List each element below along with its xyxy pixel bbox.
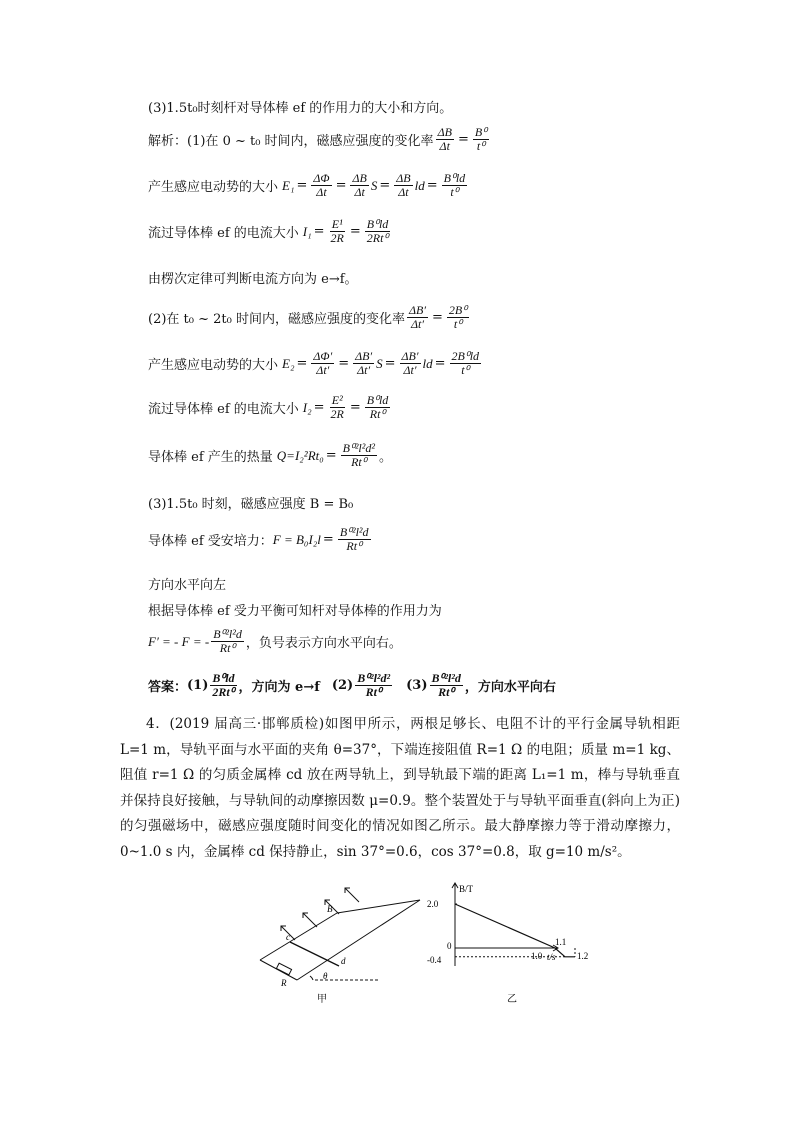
rod-cd [290,942,339,966]
fprime-frac: $\frac{\text{B⁰²l²d}}{\text{Rt⁰}}$ [213,627,242,655]
x-axis-label: t/s [547,952,556,962]
fprime-line: F′ = - F = - $\frac{\text{B⁰²l²d}}{\text{Rt⁰}}$ ，负号表示方向水平向右。 [148,627,402,655]
answer-2-frac: $\frac{\text{B⁰²l²d²}}{\text{Rt⁰}}$ [357,671,391,699]
p2-rate-line: (2)在 t₀ ~ 2t₀ 时间内，磁感应强度的变化率 $\frac{\Delta B'}{\Delta t'}$ = $\frac{\text{2B⁰}}{\text{t⁰}}$ [148,303,468,331]
rail-upper-left [260,913,337,960]
answer-line: 答案： (1) $\frac{\text{B⁰ld}}{\text{2Rt⁰}}$ ，方向为 e→f (2) $\frac{\text{B⁰²l²d²}}{\text{Rt⁰}}$ (3) $\frac{\text{B⁰²l²d}}{\text{Rt⁰}}$ ，方向水平向右 [148,671,556,699]
emf1-line: 产生感应电动势的大小 E₁ = $\frac{\Delta\Phi}{\Delta t}$ = $\frac{\Delta B}{\Delta t}$ S = $\frac{\Delta B}{\Delta t}$ ld = $\frac{\text{B⁰ld}}{\text{t⁰}}$ [148,171,466,199]
i1-frac-2: $\frac{\text{B⁰ld}}{\text{2Rt⁰}}$ [366,217,389,245]
emf1-frac-3: $\frac{\Delta B}{\Delta t}$ [396,171,411,199]
field-arrows [281,888,359,940]
label-c: c [286,932,290,942]
i2-frac-1: $\frac{\text{E²}}{2R}$ [330,393,344,421]
balance-line: 根据导体棒 ef 受力平衡可知杆对导体棒的作用力为 [148,604,442,619]
figure-yi-chart [425,880,589,1005]
i1-line: 流过导体棒 ef 的电流大小 I₁ = $\frac{\text{E¹}}{2R}$ = $\frac{\text{B⁰ld}}{\text{2Rt⁰}}$ [148,217,389,245]
label-theta: θ [323,971,328,981]
tick-label-12: 1.2 [577,951,589,961]
emf2-frac-1: $\frac{\Delta\Phi'}{\Delta t'}$ [313,349,333,377]
force-frac: $\frac{\text{B⁰²l²d}}{\text{Rt⁰}}$ [339,525,369,553]
p3-line: (3)1.5t₀ 时刻，磁感应强度 B = B₀ [148,497,354,512]
tick-label-neg04: -0.4 [427,954,442,965]
heat-line: 导体棒 ef 产生的热量 Q=I₂²Rt₀ = $\frac{\text{B⁰²l²d²}}{\text{Rt⁰}}$ 。 [148,441,392,469]
problem-4-text: 4．(2019 届高三·邯郸质检)如图甲所示，两根足够长、电阻不计的平行金属导轨相距 L=1 m，导轨平面与水平面的夹角 θ=37°，下端连接阻值 R=1 Ω 的电阻；质量 m=1 kg、阻值 r=1 Ω 的匀质金属棒 cd 放在两导轨上，到导轨最下端的距离 L₁=1 m，棒与导轨垂直并保持良好接触，与导轨间的动摩擦因数 μ=0.9。整个装置处于与导轨平面垂直(斜向上为正)的匀强磁场中，磁感应强度随时间变化的情况如图乙所示。最大静摩擦力等于滑动摩擦力，0~1.0 s 内，金属棒 cd 保持静止，sin 37°=0.6，cos 37°=0.8，取 g=10 m/s²。 [120,716,680,860]
caption-yi: 乙 [507,994,517,1005]
emf2-frac-4: $\frac{\text{2B⁰ld}}{\text{t⁰}}$ [451,349,480,377]
label-d: d [341,956,346,966]
heat-frac: $\frac{\text{B⁰²l²d²}}{\text{Rt⁰}}$ [342,441,375,469]
force-line: 导体棒 ef 受安培力： F = B₀I₂l = $\frac{\text{B⁰²l²d}}{\text{Rt⁰}}$ [148,525,369,553]
tick-label-11: 1.1 [555,937,567,947]
emf2-line: 产生感应电动势的大小 E₂ = $\frac{\Delta\Phi'}{\Delta t'}$ = $\frac{\Delta B'}{\Delta t'}$ S = $\frac{\Delta B'}{\Delta t'}$ ld = $\frac{\text{2B⁰ld}}{\text{t⁰}}$ [148,349,480,377]
rail-lower [297,900,420,980]
rate1-frac-a: $\frac{\Delta B}{\Delta t}$ [437,125,452,153]
emf2-frac-2: $\frac{\Delta B'}{\Delta t'}$ [355,349,373,377]
emf1-frac-2: $\frac{\Delta B}{\Delta t}$ [352,171,367,199]
rate2-frac-a: $\frac{\Delta B'}{\Delta t'}$ [408,303,426,331]
force-dir-line: 方向水平向左 [148,578,227,593]
solution-line-1: 解析： (1)在 0 ~ t₀ 时间内，磁感应强度的变化率 $\frac{\Delta B}{\Delta t}$ = $\frac{\text{B⁰}}{\text{t⁰}}$ [148,125,487,153]
rate2-frac-b: $\frac{\text{2B⁰}}{\text{t⁰}}$ [448,303,468,331]
y-axis-label: B/T [459,884,474,894]
answer-1-frac: $\frac{\text{B⁰ld}}{\text{2Rt⁰}}$ [212,671,235,699]
solution-label: 解析： [148,134,188,149]
tick-label-10: 1.0 [531,951,543,961]
i1-frac-1: $\frac{\text{E¹}}{2R}$ [330,217,344,245]
i2-frac-2: $\frac{\text{B⁰ld}}{\text{Rt⁰}}$ [366,393,389,421]
caption-jia: 甲 [317,994,327,1005]
emf1-frac-4: $\frac{\text{B⁰ld}}{\text{t⁰}}$ [443,171,466,199]
i2-line: 流过导体棒 ef 的电流大小 I₂ = $\frac{\text{E²}}{2R}$ = $\frac{\text{B⁰ld}}{\text{Rt⁰}}$ [148,393,389,421]
tick-label-0: 0 [447,941,452,951]
answer-label: 答案： [148,680,188,695]
rate1-frac-b: $\frac{\text{B⁰}}{\text{t⁰}}$ [474,125,487,153]
answer-3-frac: $\frac{\text{B⁰²l²d}}{\text{Rt⁰}}$ [431,671,461,699]
tick-label-2: 2.0 [427,899,439,909]
dir1-line: 由楞次定律可判断电流方向为 e→f。 [148,272,358,287]
emf1-frac-1: $\frac{\Delta\Phi}{\Delta t}$ [313,171,330,199]
q3-prompt: (3)1.5t₀时刻杆对导体棒 ef 的作用力的大小和方向。 [148,101,453,116]
label-R: R [281,978,287,988]
p1-intro: (1)在 0 ~ t₀ 时间内，磁感应强度的变化率 [187,134,434,149]
label-B: B [327,904,333,914]
emf2-frac-3: $\frac{\Delta B'}{\Delta t'}$ [401,349,419,377]
figure-jia [255,880,425,1005]
